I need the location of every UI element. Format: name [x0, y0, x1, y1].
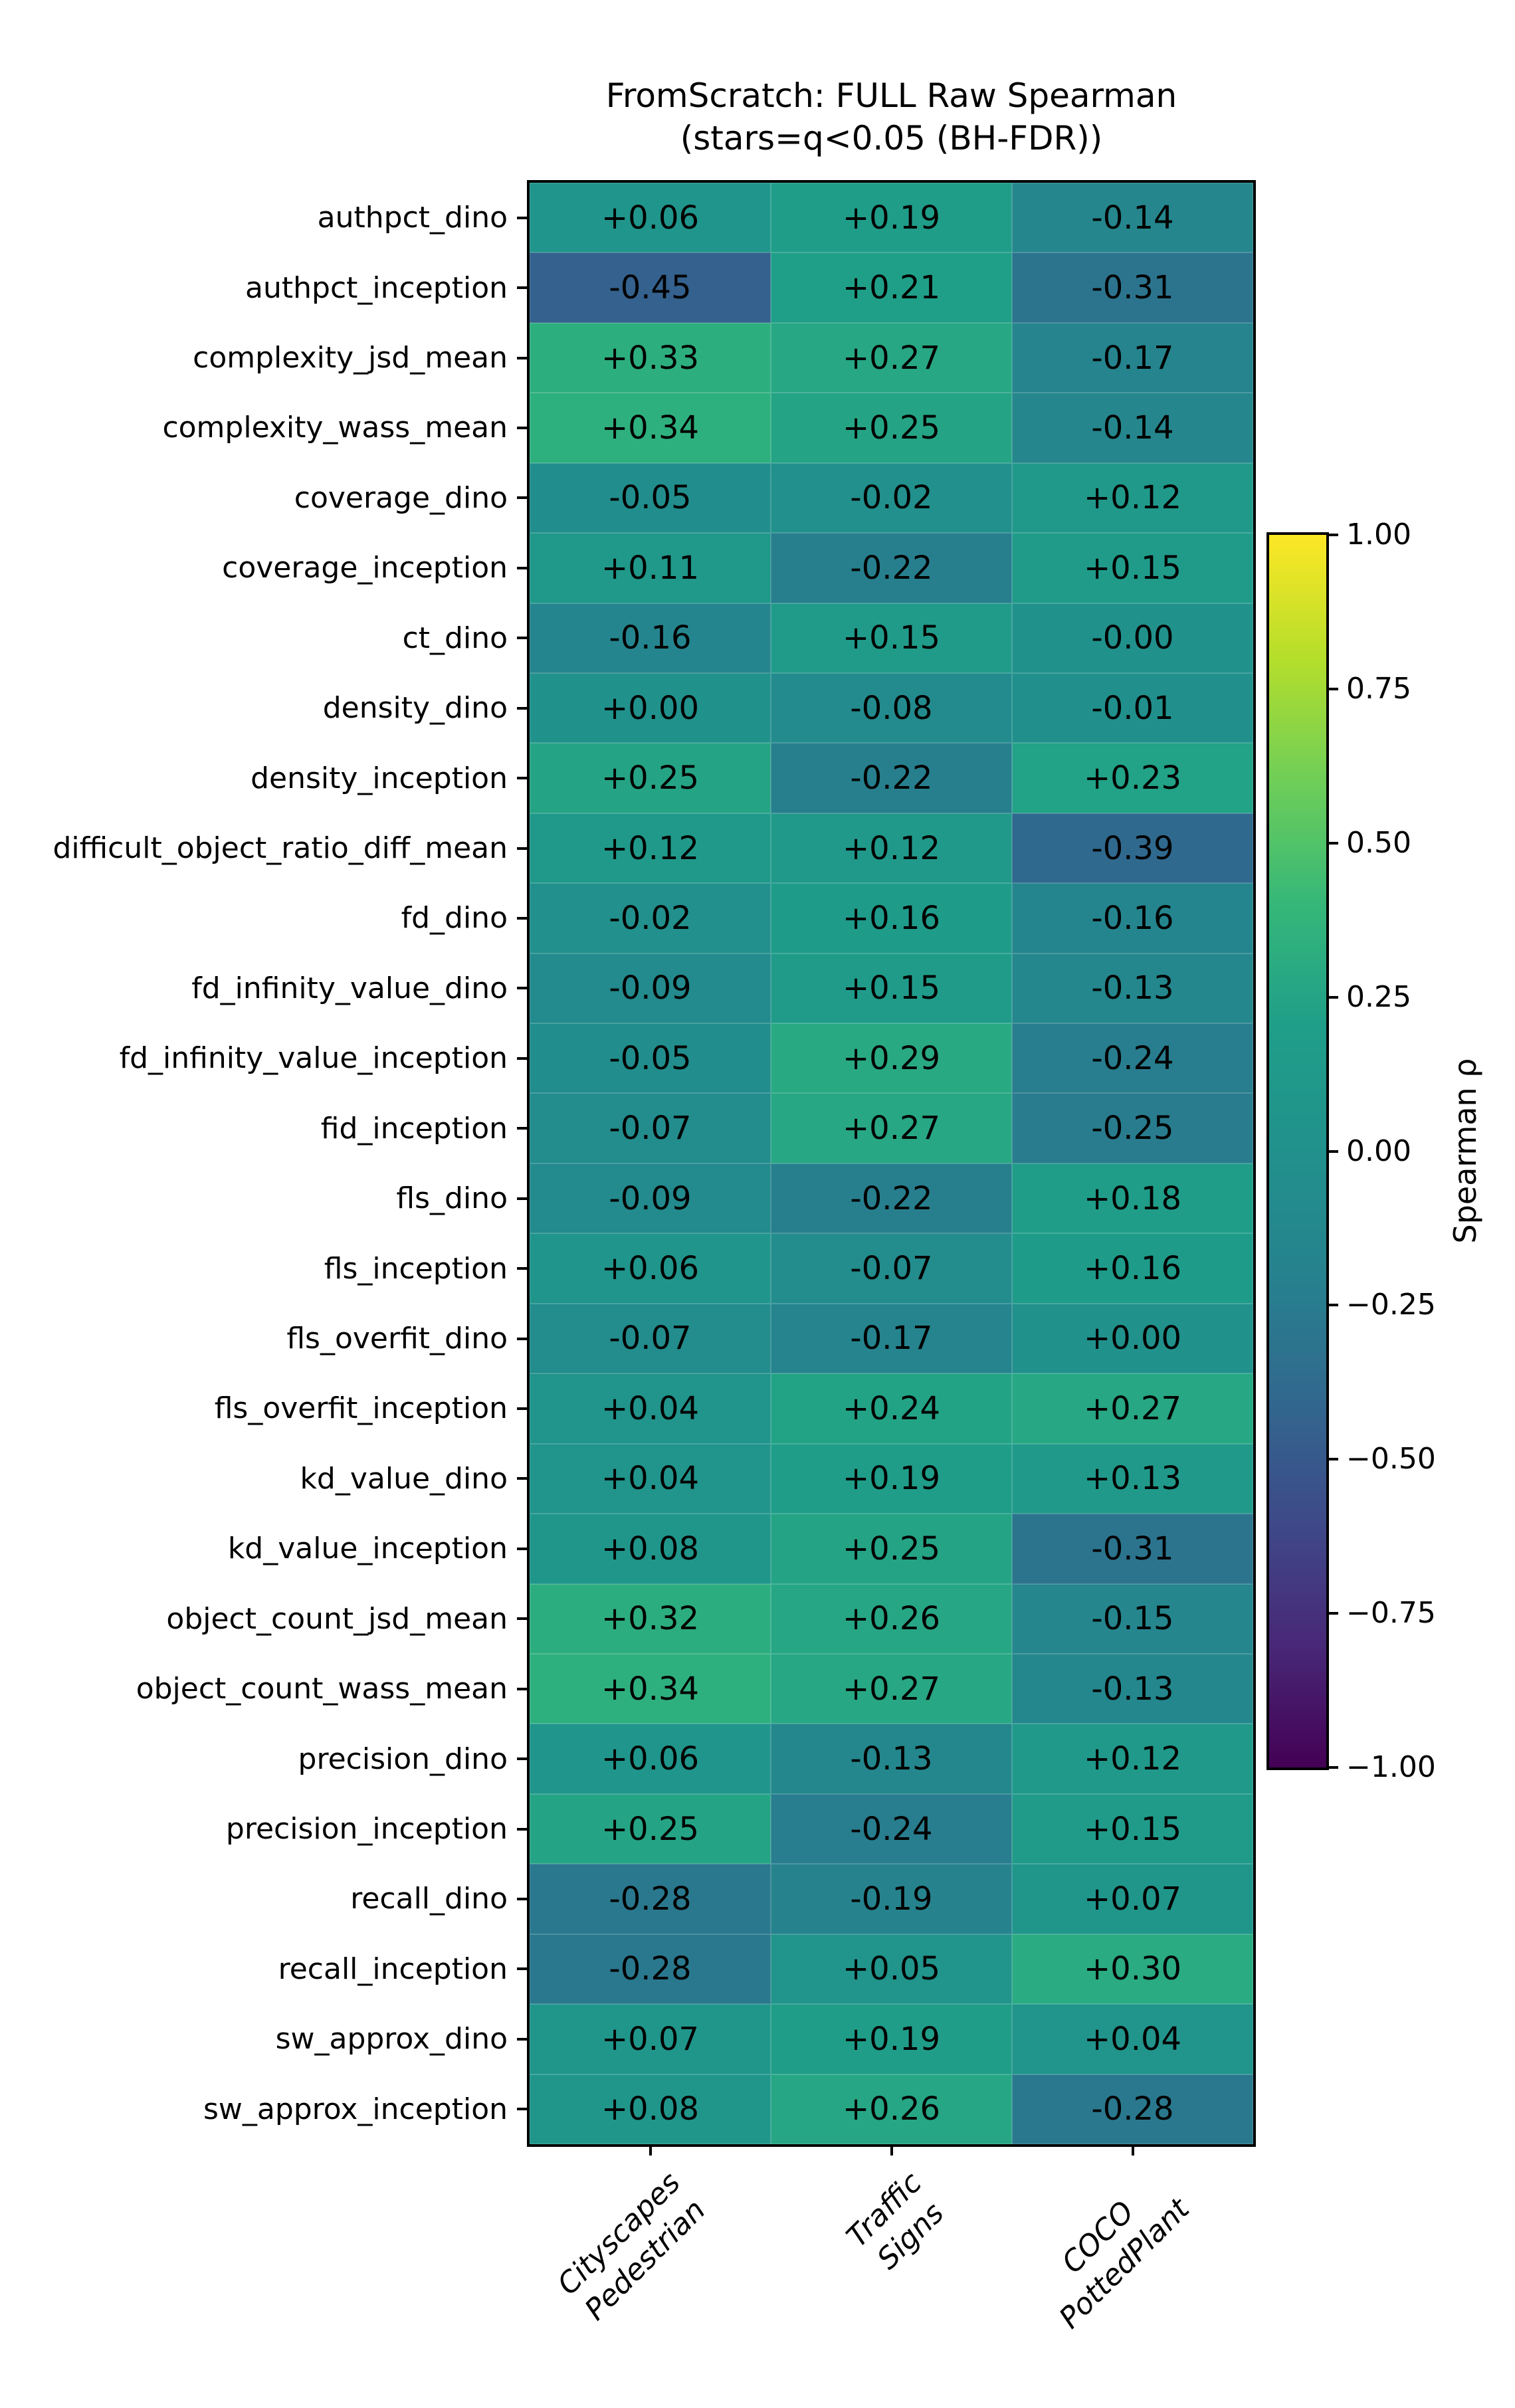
heatmap-cell: -0.22 [771, 533, 1012, 603]
row-label: density_dino [322, 691, 508, 726]
row-label: recall_inception [278, 1952, 508, 1986]
row-label: fls_inception [324, 1251, 508, 1286]
heatmap-cell: -0.09 [530, 1163, 771, 1233]
colorbar-tick-label: 1.00 [1346, 518, 1411, 552]
heatmap-cell: -0.15 [1012, 1584, 1253, 1654]
row-label: recall_dino [350, 1882, 508, 1916]
heatmap-cell: -0.07 [530, 1304, 771, 1373]
y-tick [517, 1057, 530, 1060]
heatmap-cell: +0.29 [771, 1023, 1012, 1093]
heatmap-cell: -0.05 [530, 1023, 771, 1093]
y-tick [517, 1757, 530, 1760]
heatmap-cell: -0.22 [771, 743, 1012, 813]
chart-title-line1: FromScratch: FULL Raw Spearman [605, 76, 1177, 115]
colorbar-tick [1326, 688, 1338, 690]
colorbar-tick [1326, 1766, 1338, 1769]
heatmap-cell: -0.07 [771, 1233, 1012, 1303]
x-tick [890, 2144, 893, 2156]
heatmap-cell: -0.17 [1012, 323, 1253, 393]
heatmap-cell: -0.02 [771, 463, 1012, 533]
heatmap-cell: -0.07 [530, 1093, 771, 1163]
y-tick [517, 1407, 530, 1410]
heatmap-cell: +0.06 [530, 183, 771, 252]
colorbar-tick [1326, 1458, 1338, 1460]
heatmap-cell: +0.32 [530, 1584, 771, 1654]
heatmap-cell: -0.39 [1012, 813, 1253, 883]
y-tick [517, 357, 530, 359]
heatmap-grid [527, 180, 1256, 2147]
heatmap-cell: +0.12 [771, 813, 1012, 883]
y-tick [517, 847, 530, 850]
heatmap-cell: +0.27 [771, 1093, 1012, 1163]
heatmap-cell: +0.12 [1012, 463, 1253, 533]
heatmap-cell: +0.23 [1012, 743, 1253, 813]
heatmap-cell: +0.26 [771, 2074, 1012, 2144]
x-tick [1132, 2144, 1134, 2156]
heatmap-cell: +0.16 [771, 883, 1012, 953]
heatmap-cell: -0.05 [530, 463, 771, 533]
heatmap-cell: -0.14 [1012, 183, 1253, 252]
heatmap-cell: +0.15 [1012, 533, 1253, 603]
row-label: fls_overfit_dino [286, 1322, 508, 1356]
heatmap-cell: -0.02 [530, 883, 771, 953]
heatmap-cell: -0.28 [1012, 2074, 1253, 2144]
row-label: sw_approx_dino [275, 2022, 508, 2057]
y-tick [517, 1127, 530, 1130]
heatmap-cell: +0.06 [530, 1724, 771, 1793]
colorbar-tick-label: −0.75 [1346, 1596, 1436, 1631]
y-tick [517, 286, 530, 289]
heatmap-cell: +0.05 [771, 1934, 1012, 2004]
row-label: coverage_dino [294, 480, 508, 515]
colorbar-gradient [1266, 532, 1329, 1770]
colorbar-tick-label: 0.25 [1346, 979, 1411, 1014]
row-label: complexity_jsd_mean [193, 341, 508, 375]
y-tick [517, 637, 530, 639]
heatmap-cell: +0.13 [1012, 1444, 1253, 1514]
row-label: complexity_wass_mean [162, 411, 508, 445]
chart-title [527, 74, 1256, 159]
row-label: object_count_wass_mean [136, 1672, 508, 1706]
y-tick [517, 2108, 530, 2110]
row-label: density_inception [251, 761, 508, 795]
colorbar-tick-label: −0.50 [1346, 1442, 1436, 1476]
row-label: difficult_object_ratio_diff_mean [52, 831, 508, 866]
heatmap-cell: -0.28 [530, 1934, 771, 2004]
heatmap-cell: -0.16 [530, 603, 771, 673]
y-tick [517, 1967, 530, 1970]
x-tick-label: Cityscapes Pedestrian [551, 2165, 713, 2328]
y-tick [517, 1688, 530, 1690]
y-tick [517, 1477, 530, 1480]
heatmap-cell: -0.13 [771, 1724, 1012, 1793]
x-tick-label: COCO PottedPlant [1053, 2192, 1196, 2336]
heatmap-cell: -0.19 [771, 1864, 1012, 1934]
row-label: fid_inception [320, 1111, 508, 1146]
y-tick [517, 427, 530, 429]
row-label: fd_infinity_value_inception [119, 1041, 508, 1076]
colorbar-tick [1326, 1304, 1338, 1306]
heatmap-cell: +0.26 [771, 1584, 1012, 1654]
heatmap-cell: -0.25 [1012, 1093, 1253, 1163]
row-label: sw_approx_inception [203, 2092, 508, 2126]
x-tick-label: Traffic Signs [840, 2165, 951, 2276]
heatmap-cell: +0.25 [771, 1514, 1012, 1583]
heatmap-cell: +0.25 [530, 743, 771, 813]
y-tick [517, 917, 530, 920]
colorbar-tick-label: 0.75 [1346, 671, 1411, 706]
heatmap-cell: +0.18 [1012, 1163, 1253, 1233]
colorbar-tick [1326, 1150, 1338, 1153]
heatmap-cell: -0.01 [1012, 673, 1253, 743]
heatmap-cell: -0.45 [530, 252, 771, 322]
heatmap-cell: -0.24 [1012, 1023, 1253, 1093]
chart-title-line2: (stars=q<0.05 (BH-FDR)) [680, 119, 1103, 157]
heatmap-cell: +0.07 [530, 2004, 771, 2074]
heatmap-cell: +0.16 [1012, 1233, 1253, 1303]
y-tick [517, 777, 530, 779]
colorbar-axis-label: Spearman ρ [1447, 1058, 1483, 1244]
colorbar-tick-label: 0.00 [1346, 1134, 1411, 1168]
row-label: fd_infinity_value_dino [191, 971, 508, 1005]
colorbar-tick [1326, 1612, 1338, 1615]
y-tick [517, 1197, 530, 1200]
colorbar-tick [1326, 534, 1338, 536]
heatmap-cell: +0.21 [771, 252, 1012, 322]
y-tick [517, 1267, 530, 1270]
heatmap-cell: -0.13 [1012, 953, 1253, 1023]
heatmap-cell: -0.28 [530, 1864, 771, 1934]
heatmap-cell: -0.24 [771, 1794, 1012, 1864]
row-label: fd_dino [401, 901, 508, 936]
colorbar-tick-label: −0.25 [1346, 1288, 1436, 1322]
heatmap-cell: -0.22 [771, 1163, 1012, 1233]
heatmap-cell: +0.08 [530, 2074, 771, 2144]
heatmap-cell: -0.31 [1012, 252, 1253, 322]
heatmap-cell: +0.06 [530, 1233, 771, 1303]
row-label: fls_overfit_inception [214, 1391, 508, 1426]
heatmap-cell: +0.12 [1012, 1724, 1253, 1793]
heatmap-cell: +0.19 [771, 1444, 1012, 1514]
heatmap-cell: +0.04 [1012, 2004, 1253, 2074]
heatmap-cell: -0.08 [771, 673, 1012, 743]
y-tick [517, 1548, 530, 1550]
heatmap-cell: +0.25 [771, 393, 1012, 462]
row-label: precision_dino [298, 1742, 508, 1776]
heatmap-cell: -0.09 [530, 953, 771, 1023]
row-label: authpct_dino [317, 201, 508, 235]
colorbar-tick [1326, 996, 1338, 999]
y-tick [517, 1828, 530, 1831]
y-tick [517, 2038, 530, 2041]
row-label: coverage_inception [222, 551, 508, 585]
heatmap-cell: +0.34 [530, 1654, 771, 1724]
heatmap-cell: +0.27 [771, 1654, 1012, 1724]
y-tick [517, 1898, 530, 1900]
colorbar-tick-label: −1.00 [1346, 1750, 1436, 1784]
heatmap-cell: +0.04 [530, 1444, 771, 1514]
heatmap-cell: +0.08 [530, 1514, 771, 1583]
heatmap-cell: +0.11 [530, 533, 771, 603]
heatmap-cell: +0.27 [1012, 1373, 1253, 1443]
row-label: kd_value_dino [300, 1461, 508, 1496]
y-tick [517, 707, 530, 710]
heatmap-cell: +0.27 [771, 323, 1012, 393]
y-tick [517, 1338, 530, 1340]
y-tick [517, 987, 530, 989]
heatmap-cell: +0.34 [530, 393, 771, 462]
heatmap-cell: +0.24 [771, 1373, 1012, 1443]
heatmap-cell: +0.15 [771, 603, 1012, 673]
heatmap-cell: -0.13 [1012, 1654, 1253, 1724]
colorbar-tick [1326, 842, 1338, 845]
heatmap-cell: +0.00 [1012, 1304, 1253, 1373]
heatmap-cell: -0.14 [1012, 393, 1253, 462]
row-label: precision_inception [225, 1812, 508, 1847]
colorbar-tick-label: 0.50 [1346, 825, 1411, 860]
heatmap-cell: -0.16 [1012, 883, 1253, 953]
heatmap-cell: -0.31 [1012, 1514, 1253, 1583]
x-tick [649, 2144, 652, 2156]
y-tick [517, 217, 530, 219]
heatmap-cell: +0.19 [771, 183, 1012, 252]
heatmap-cell: -0.17 [771, 1304, 1012, 1373]
y-tick [517, 567, 530, 569]
heatmap-cell: +0.15 [771, 953, 1012, 1023]
heatmap-cell: +0.15 [1012, 1794, 1253, 1864]
heatmap-cell: -0.00 [1012, 603, 1253, 673]
row-label: fls_dino [396, 1181, 508, 1216]
row-label: kd_value_inception [227, 1532, 508, 1566]
row-label: authpct_inception [245, 270, 508, 305]
heatmap-cell: +0.04 [530, 1373, 771, 1443]
heatmap-cell: +0.25 [530, 1794, 771, 1864]
heatmap-cell: +0.33 [530, 323, 771, 393]
row-label: object_count_jsd_mean [166, 1601, 508, 1636]
heatmap-cell: +0.07 [1012, 1864, 1253, 1934]
heatmap-cell: +0.12 [530, 813, 771, 883]
y-tick [517, 496, 530, 499]
heatmap-cell: +0.19 [771, 2004, 1012, 2074]
row-label: ct_dino [402, 621, 508, 655]
y-tick [517, 1617, 530, 1620]
heatmap-cell: +0.30 [1012, 1934, 1253, 2004]
heatmap-cell: +0.00 [530, 673, 771, 743]
